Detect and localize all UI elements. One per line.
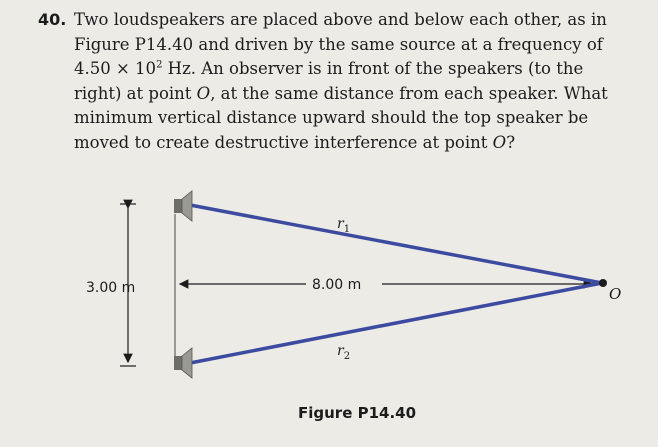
problem-line-4-rest: , at the same distance from each speaker. What [210,83,608,103]
problem-number: 40. [38,10,67,29]
r1-subscript: 1 [343,224,351,235]
path-r2 [190,283,602,363]
point-o-label: O [609,285,622,303]
vertical-distance-label: 3.00 m [86,280,136,296]
observer-point-o [599,279,607,287]
point-o-ref-2: O [492,132,507,152]
problem-text [74,8,643,155]
problem-line-1: Two loudspeakers are placed above and below each other, as in [74,10,607,29]
frequency-mantissa: 4.50 × 10 [74,59,157,78]
path-r1 [190,205,602,283]
problem-line-4-start: right) at point [74,83,197,103]
problem-line-6 [74,131,643,156]
r2-symbol: r [337,343,344,359]
r2-subscript: 2 [343,351,351,362]
problem-line-6-start: moved to create destructive interference at point [74,132,493,152]
problem-line-3-rest: Hz. An observer is in front of the speakers (to the [162,59,584,78]
problem-line-2: Figure P14.40 and driven by the same source at a frequency of [74,34,603,54]
figure-caption: Figure P14.40 [298,404,417,422]
r2-label [337,343,350,362]
problem-line-4 [74,82,643,107]
frequency-exponent: 2 [156,59,163,71]
point-o-ref: O [196,83,211,103]
horizontal-distance-label: 8.00 m [312,277,362,293]
bottom-speaker-icon [174,348,192,378]
problem-line-5: minimum vertical distance upward should the top speaker be [74,108,589,127]
top-speaker-icon [174,191,192,221]
problem-line-3 [74,57,643,82]
r1-symbol: r [337,216,344,232]
problem-40 [38,8,643,155]
problem-line-6-end: ? [506,132,516,152]
